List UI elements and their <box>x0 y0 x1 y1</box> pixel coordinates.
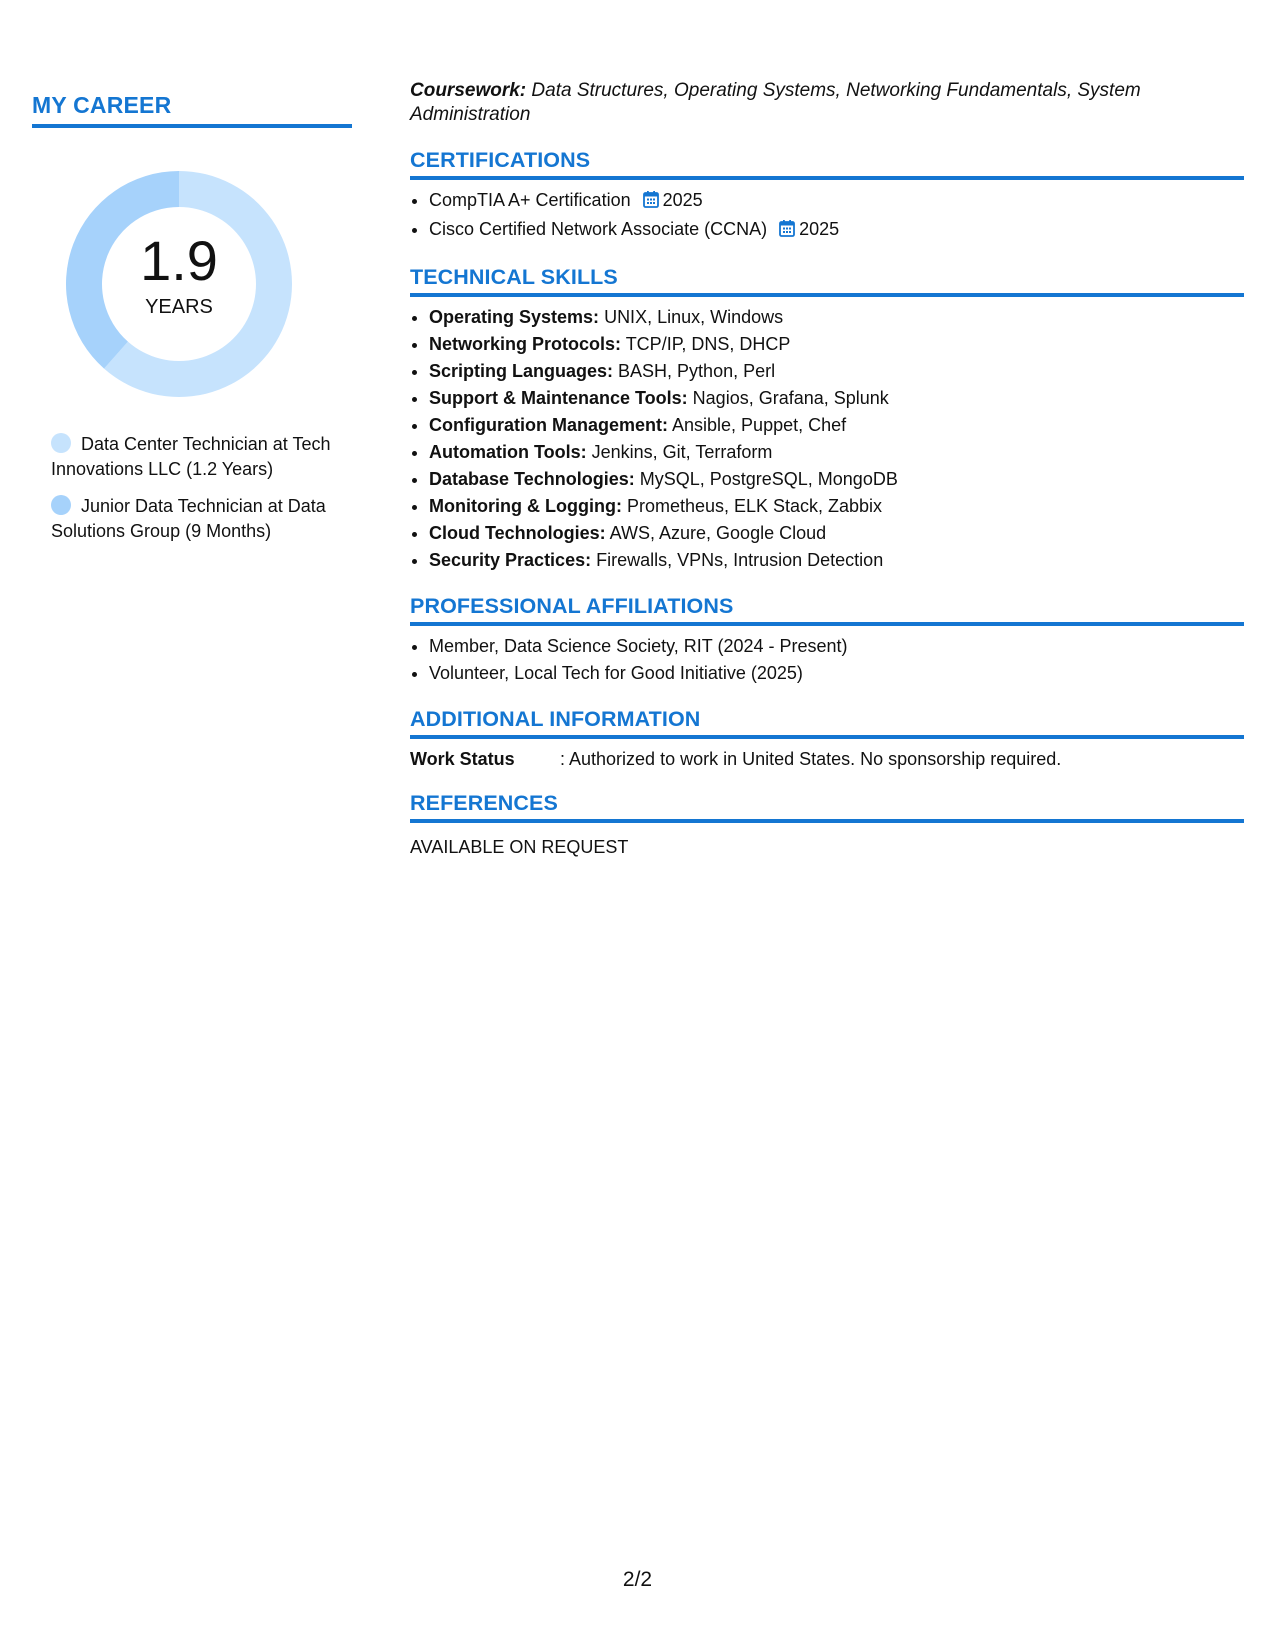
skill-item <box>429 493 1244 520</box>
skill-label: Operating Systems: <box>429 307 600 327</box>
skill-value: Jenkins, Git, Terraform <box>586 442 773 462</box>
skills-section <box>410 265 1244 574</box>
career-donut-chart <box>64 169 294 399</box>
legend-label: Junior Data Technician at Data Solutions Group (9 Months) <box>51 496 326 541</box>
calendar-icon <box>779 218 795 245</box>
references-section <box>410 791 1244 859</box>
skill-value: Ansible, Puppet, Chef <box>668 415 847 435</box>
page-number: 2/2 <box>622 1568 653 1591</box>
skill-value: AWS, Azure, Google Cloud <box>605 523 827 543</box>
skill-item <box>429 331 1244 358</box>
certifications-list <box>410 187 1244 245</box>
skill-value: Firewalls, VPNs, Intrusion Detection <box>591 550 884 570</box>
coursework <box>410 79 1244 127</box>
legend-dot <box>51 495 71 515</box>
skill-label: Automation Tools: <box>429 442 587 462</box>
references-text: AVAILABLE ON REQUEST <box>410 837 629 857</box>
career-total-unit: YEARS <box>145 296 213 318</box>
work-status-value: : Authorized to work in United States. No sponsorship required. <box>560 749 1062 769</box>
skill-label: Database Technologies: <box>429 469 635 489</box>
certification-item <box>429 216 1244 245</box>
skill-value: BASH, Python, Perl <box>613 361 776 381</box>
skill-value: MySQL, PostgreSQL, MongoDB <box>634 469 898 489</box>
affiliation-item: • Volunteer, Local Tech for Good Initiative (2025) <box>429 660 1244 687</box>
coursework-text: Data Structures, Operating Systems, Networking Fundamentals, System Administration <box>410 80 1141 125</box>
certifications-section <box>410 148 1244 245</box>
references-heading: REFERENCES <box>410 791 1244 823</box>
skill-item <box>429 358 1244 385</box>
skill-label: Networking Protocols: <box>429 334 622 354</box>
skills-heading: TECHNICAL SKILLS <box>410 265 1244 297</box>
legend-item <box>51 494 352 544</box>
career-sidebar <box>32 92 352 556</box>
work-status-row <box>410 747 1244 771</box>
legend-dot <box>51 433 71 453</box>
skill-label: Security Practices: <box>429 550 592 570</box>
skill-item <box>429 520 1244 547</box>
certifications-heading: CERTIFICATIONS <box>410 148 1244 180</box>
certification-name: Cisco Certified Network Associate (CCNA) <box>429 219 768 239</box>
resume-main <box>410 79 1244 879</box>
skill-item <box>429 547 1244 574</box>
skill-label: Configuration Management: <box>429 415 668 435</box>
skill-item <box>429 412 1244 439</box>
legend-item <box>51 432 352 482</box>
legend-label: Data Center Technician at Tech Innovations LLC (1.2 Years) <box>51 434 331 479</box>
affiliations-list <box>410 633 1244 687</box>
certification-item <box>429 187 1244 216</box>
work-status-label: Work Status <box>410 749 515 769</box>
skill-item <box>429 466 1244 493</box>
skill-value: Prometheus, ELK Stack, Zabbix <box>621 496 883 516</box>
skills-list <box>410 304 1244 574</box>
certification-year: 2025 <box>662 190 703 210</box>
career-legend <box>51 432 352 544</box>
skill-label: Cloud Technologies: <box>429 523 606 543</box>
skill-label: Monitoring & Logging: <box>429 496 622 516</box>
skill-value: TCP/IP, DNS, DHCP <box>621 334 791 354</box>
donut-center <box>64 169 294 399</box>
skill-value: Nagios, Grafana, Splunk <box>687 388 889 408</box>
skill-item <box>429 439 1244 466</box>
affiliation-item: • Member, Data Science Society, RIT (2024 - Present) <box>429 633 1244 660</box>
affiliations-section <box>410 594 1244 687</box>
career-total-years: 1.9 <box>140 229 218 292</box>
skill-label: Scripting Languages: <box>429 361 614 381</box>
additional-info-heading: ADDITIONAL INFORMATION <box>410 707 1244 739</box>
skill-item <box>429 304 1244 331</box>
skill-item <box>429 385 1244 412</box>
career-heading: MY CAREER <box>32 92 352 128</box>
coursework-label: Coursework: <box>410 80 527 101</box>
skill-label: Support & Maintenance Tools: <box>429 388 688 408</box>
skill-value: UNIX, Linux, Windows <box>599 307 784 327</box>
additional-info-section <box>410 707 1244 771</box>
calendar-icon <box>643 189 659 216</box>
certification-name: CompTIA A+ Certification <box>429 190 631 210</box>
affiliations-heading: PROFESSIONAL AFFILIATIONS <box>410 594 1244 626</box>
certification-year: 2025 <box>799 219 840 239</box>
